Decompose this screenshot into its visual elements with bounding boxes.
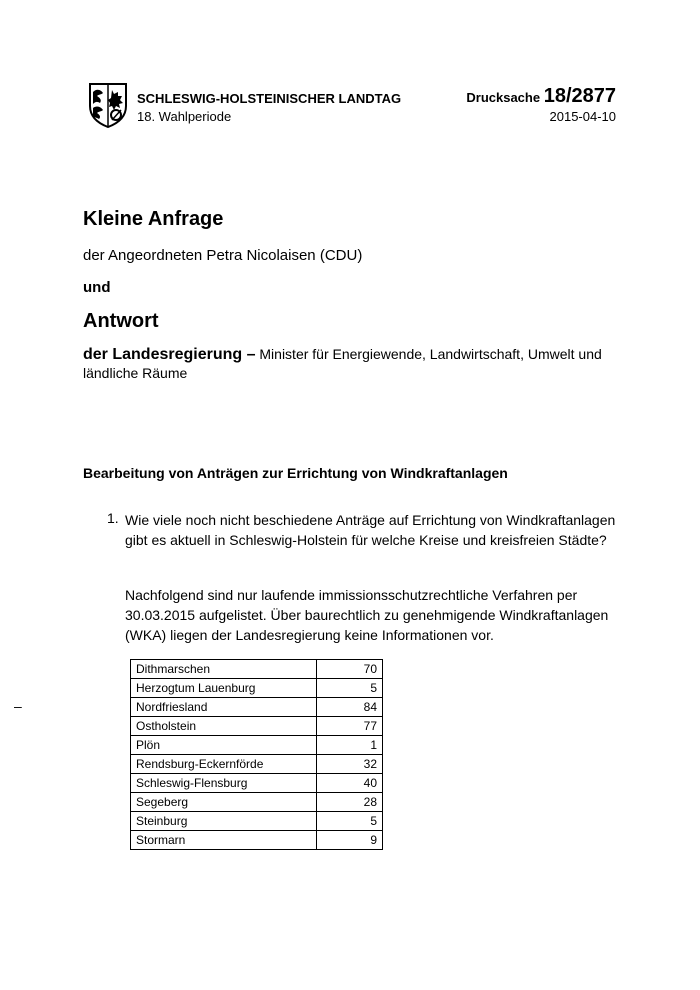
table-row: [131, 831, 383, 850]
table-row: [131, 774, 383, 793]
district-name: Stormarn: [131, 831, 317, 850]
application-count: 9: [317, 831, 383, 850]
application-count: 77: [317, 717, 383, 736]
district-name: Segeberg: [131, 793, 317, 812]
application-count: 40: [317, 774, 383, 793]
document-title: Kleine Anfrage: [83, 208, 224, 230]
table-row: [131, 660, 383, 679]
district-name: Plön: [131, 736, 317, 755]
application-count: 5: [317, 679, 383, 698]
drucksache: [466, 85, 616, 108]
district-name: Nordfriesland: [131, 698, 317, 717]
application-count: 32: [317, 755, 383, 774]
institution-name: SCHLESWIG-HOLSTEINISCHER LANDTAG: [137, 91, 402, 106]
government-ministry: Minister für Energiewende, Landwirtschaft, Umwelt und ländliche Räume: [83, 346, 602, 381]
district-name: Dithmarschen: [131, 660, 317, 679]
application-count: 84: [317, 698, 383, 717]
district-name: Schleswig-Flensburg: [131, 774, 317, 793]
government-bold: der Landesregierung –: [83, 346, 256, 363]
conjunction: und: [83, 279, 111, 296]
question-number: 1.: [107, 510, 119, 526]
table-row: [131, 717, 383, 736]
document-date: 2015-04-10: [549, 109, 616, 124]
table-row: [131, 698, 383, 717]
answer-title: Antwort: [83, 310, 159, 332]
legislative-period: 18. Wahlperiode: [137, 109, 232, 124]
margin-dash: –: [14, 698, 22, 714]
application-count: 5: [317, 812, 383, 831]
application-count: 28: [317, 793, 383, 812]
table-row: [131, 755, 383, 774]
table-row: [131, 736, 383, 755]
table-row: [131, 812, 383, 831]
district-name: Rendsburg-Eckernförde: [131, 755, 317, 774]
application-count: 1: [317, 736, 383, 755]
application-count: 70: [317, 660, 383, 679]
subject-heading: Bearbeitung von Anträgen zur Errichtung von Windkraftanlagen: [83, 465, 508, 481]
question-text: Wie viele noch nicht beschiedene Anträge auf Errichtung von Windkraftanlagen gibt es aktuell in Schleswig-Holstein für welche Kreise und kreisfreien Städte?: [125, 512, 616, 548]
drucksache-number: 18/2877: [543, 85, 616, 107]
district-name: Steinburg: [131, 812, 317, 831]
drucksache-label: Drucksache: [466, 90, 544, 105]
district-name: Ostholstein: [131, 717, 317, 736]
coat-of-arms-icon: [88, 82, 128, 128]
answer-text: Nachfolgend sind nur laufende immissionsschutzrechtliche Verfahren per 30.03.2015 aufgelistet. Über baurechtlich zu genehmigende Windkraftanlagen (WKA) liegen der Landesregierung keine Informationen vor.: [125, 587, 609, 643]
district-table: [130, 659, 383, 850]
government-line: [83, 345, 623, 382]
table-row: [131, 679, 383, 698]
district-name: Herzogtum Lauenburg: [131, 679, 317, 698]
author-line: der Angeordneten Petra Nicolaisen (CDU): [83, 247, 363, 264]
table-row: [131, 793, 383, 812]
